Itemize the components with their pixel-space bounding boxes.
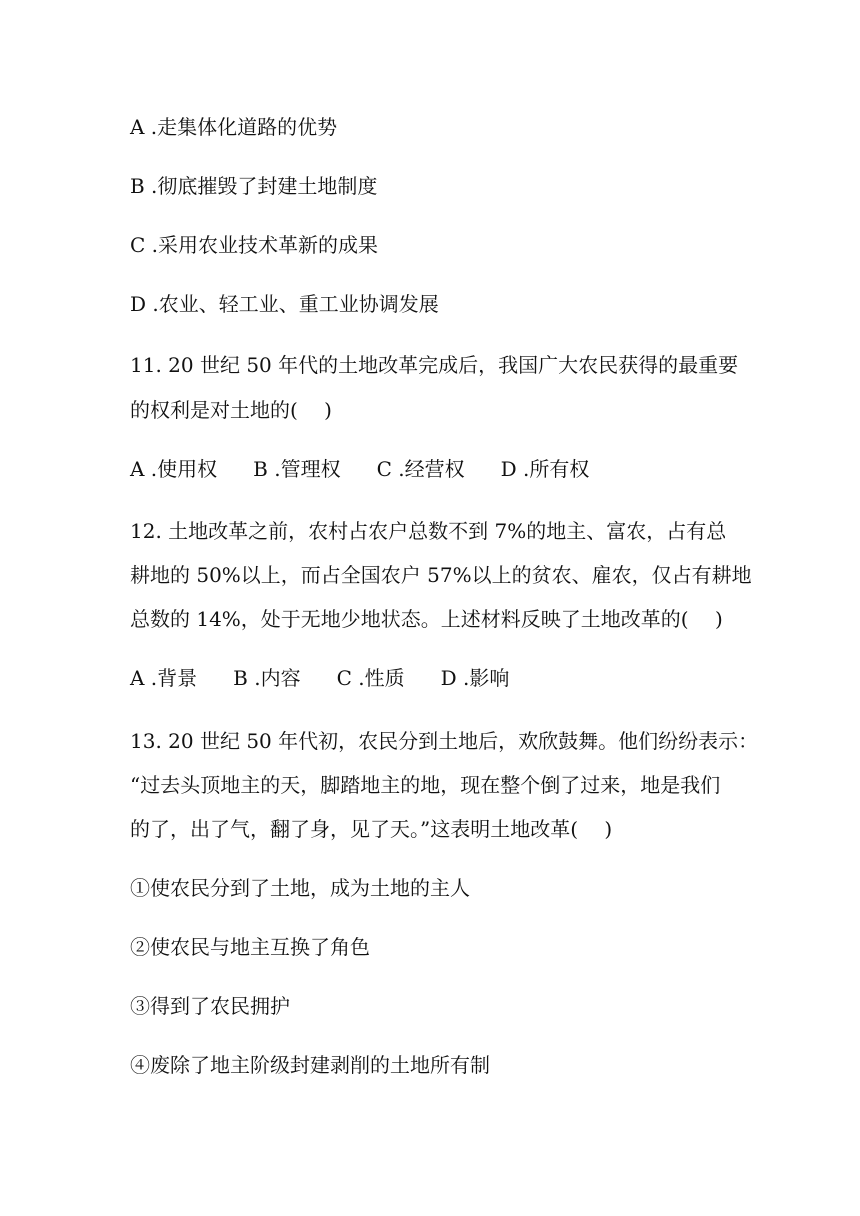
q12-options <box>130 664 509 692</box>
q12-stem-line-1: 12. 土地改革之前，农村占农户总数不到 7%的地主、富农，占有总 <box>130 519 727 543</box>
q13-stem-line-3: 的了，出了气，翻了身，见了天。”这表明土地改革( ) <box>130 817 613 841</box>
q12-option-c: C .性质 <box>336 666 405 690</box>
q12-option-d: D .影响 <box>440 666 510 690</box>
q11-option-c: C .经营权 <box>376 457 465 481</box>
q13-stem-line-1: 13. 20 世纪 50 年代初，农民分到土地后，欢欣鼓舞。他们纷纷表示： <box>130 729 759 753</box>
q11-stem-line-2: 的权利是对土地的( ) <box>130 398 332 422</box>
q10-option-d: D .农业、轻工业、重工业协调发展 <box>130 292 439 316</box>
q12-option-b: B .内容 <box>233 666 301 690</box>
q13-item-3: ③得到了农民拥护 <box>130 994 290 1018</box>
q12-stem-line-2: 耕地的 50%以上，而占全国农户 57%以上的贫农、雇农，仅占有耕地 <box>130 563 752 587</box>
q10-option-a: A .走集体化道路的优势 <box>130 115 338 139</box>
q11-option-a: A .使用权 <box>130 457 218 481</box>
q13-stem-line-2: “过去头顶地主的天，脚踏地主的地，现在整个倒了过来，地是我们 <box>130 773 721 797</box>
q12-option-a: A .背景 <box>130 666 198 690</box>
q11-stem-line-1: 11. 20 世纪 50 年代的土地改革完成后，我国广大农民获得的最重要 <box>130 353 739 377</box>
q10-option-b: B .彻底摧毁了封建土地制度 <box>130 174 378 198</box>
q11-options <box>130 455 589 483</box>
q10-option-c: C .采用农业技术革新的成果 <box>130 233 379 257</box>
q13-item-1: ①使农民分到了土地，成为土地的主人 <box>130 876 470 900</box>
q13-item-2: ②使农民与地主互换了角色 <box>130 935 370 959</box>
q12-stem-line-3: 总数的 14%，处于无地少地状态。上述材料反映了土地改革的( ) <box>130 607 723 631</box>
q11-option-b: B .管理权 <box>253 457 341 481</box>
q11-option-d: D .所有权 <box>500 457 590 481</box>
q13-item-4: ④废除了地主阶级封建剥削的土地所有制 <box>130 1053 490 1077</box>
